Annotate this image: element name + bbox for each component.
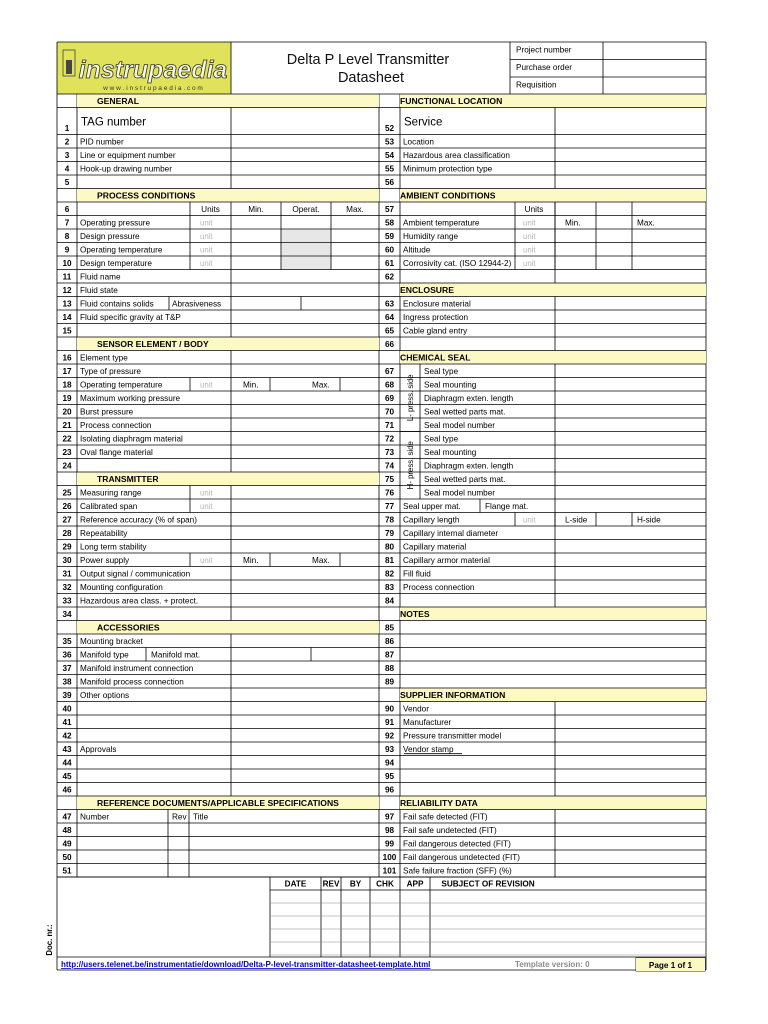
row-number: 100 (382, 852, 397, 862)
row-label: Hook-up drawing number (80, 164, 172, 174)
manifold-mat-label: Manifold mat. (151, 650, 201, 660)
revision-subject-header: SUBJECT OF REVISION (441, 879, 535, 889)
row-number: 79 (384, 528, 395, 538)
row-label: Diaphragm exten. length (424, 393, 514, 403)
unit-placeholder: unit (523, 258, 536, 268)
row-number: 60 (384, 245, 395, 255)
row-number: 95 (384, 771, 395, 781)
row-label: Ingress protection (403, 312, 469, 322)
row-number: 29 (62, 542, 72, 552)
col-operat: Operat. (292, 205, 320, 214)
row-number: 41 (62, 717, 72, 727)
row-number: 1 (64, 123, 70, 133)
row-label: Cable gland entry (403, 326, 468, 336)
revision-date-header: DATE (284, 879, 307, 889)
row-number: 39 (62, 690, 72, 700)
row-label: Fail safe undetected (FIT) (403, 825, 497, 835)
row-label: Seal mounting (424, 447, 477, 457)
row-number: 22 (62, 434, 72, 444)
sheet-title: Delta P Level Transmitter (286, 52, 450, 68)
row-number: 48 (62, 825, 72, 835)
capillary-hside: H-side (637, 515, 661, 525)
row-number: 37 (62, 663, 72, 673)
row-label: Pressure transmitter model (403, 731, 502, 741)
row-label: Diaphragm exten. length (424, 461, 514, 471)
project-label: Purchase order (516, 63, 572, 72)
flange-mat-label: Flange mat. (485, 501, 529, 511)
row-label: Enclosure material (403, 299, 471, 309)
row-number: 82 (384, 569, 395, 579)
row-number: 77 (384, 501, 395, 511)
row-number: 64 (384, 312, 395, 322)
row-label: Humidity range (403, 231, 459, 241)
project-label: Requisition (516, 80, 557, 90)
row-label: Approvals (80, 744, 117, 754)
row-label: Power supply (80, 555, 130, 565)
row-label: Maximum working pressure (80, 393, 181, 403)
ref-title-label: Title (193, 812, 209, 822)
row-number: 14 (62, 312, 72, 322)
temp-max-label: Max. (312, 380, 330, 390)
row-number: 7 (64, 218, 70, 228)
row-number: 90 (384, 704, 395, 714)
row-label: Capillary length (403, 515, 460, 525)
unit-placeholder: unit (523, 515, 536, 525)
row-label: Altitude (403, 245, 431, 255)
row-number: 52 (384, 123, 395, 133)
row-label: Manufacturer (403, 717, 452, 727)
row-label: Seal wetted parts mat. (424, 474, 506, 484)
row-label: Fail dangerous undetected (FIT) (403, 852, 520, 862)
row-label: Process connection (403, 582, 475, 592)
row-label: Burst pressure (80, 407, 134, 417)
unit-placeholder: unit (523, 231, 536, 241)
row-number: 18 (62, 380, 72, 390)
row-number: 11 (62, 272, 72, 282)
row-number: 83 (384, 582, 395, 592)
row-label: Output signal / communication (80, 569, 191, 579)
row-label: Design temperature (80, 258, 152, 268)
section-header-accessories: ACCESSORIES (97, 622, 160, 633)
row-number: 8 (64, 231, 70, 241)
section-header-chemical-seal: CHEMICAL SEAL (400, 352, 471, 363)
row-label: Manifold instrument connection (80, 663, 194, 673)
row-label: Seal model number (424, 488, 495, 498)
row-label: Fail dangerous detected (FIT) (403, 839, 511, 849)
row-label-1: TAG number (81, 116, 146, 129)
row-number: 89 (384, 677, 395, 687)
row-label: Long term stability (80, 542, 147, 552)
row-label: Fail safe detected (FIT) (403, 812, 488, 822)
row-label: Reference accuracy (% of span) (80, 515, 197, 525)
row-label: Seal type (424, 434, 459, 444)
row-number: 20 (62, 407, 72, 417)
form-text (45, 46, 693, 971)
row-label: Operating temperature (80, 245, 163, 255)
row-number: 59 (384, 231, 395, 241)
row-label: Repeatability (80, 528, 128, 538)
unit-placeholder: unit (200, 218, 213, 228)
section-header-reference-documents: REFERENCE DOCUMENTS/APPLICABLE SPECIFICATIONS (97, 798, 339, 808)
row-number: 35 (62, 636, 72, 646)
row-number: 97 (384, 812, 395, 822)
row-number: 87 (384, 650, 395, 660)
revision-rev-header: REV (322, 879, 340, 889)
unit-placeholder: unit (200, 555, 213, 565)
col-max: Max. (346, 205, 364, 214)
row-number: 4 (64, 164, 70, 174)
row-number: 94 (384, 758, 395, 768)
ambient-min: Min. (565, 218, 581, 228)
section-header-process-conditions: PROCESS CONDITIONS (97, 190, 196, 201)
row-label: Mounting bracket (80, 636, 143, 646)
row-label: Seal mounting (424, 380, 477, 390)
grey-cell (282, 243, 331, 256)
row-label: PID number (80, 137, 124, 147)
row-label: Fluid name (80, 272, 121, 282)
row-number: 88 (384, 663, 395, 673)
section-header-general: GENERAL (97, 96, 140, 106)
row-number: 33 (62, 596, 72, 606)
row-label: Design pressure (80, 231, 140, 241)
row-number: 5 (64, 177, 70, 187)
row-number: 23 (62, 447, 72, 457)
section-header-reliability-data: RELIABILITY DATA (400, 798, 478, 808)
row-number: 13 (62, 299, 72, 309)
row-number: 93 (384, 744, 395, 754)
power-min-label: Min. (243, 555, 259, 565)
row-number: 55 (384, 164, 395, 174)
row-number: 91 (384, 717, 395, 727)
capillary-lside: L-side (565, 515, 588, 525)
row-label: Location (403, 137, 434, 147)
project-label: Project number (516, 45, 572, 55)
row-label: Vendor stamp (403, 744, 454, 754)
row-label: Hazardous area class. + protect. (80, 596, 199, 606)
row-label: Mounting configuration (80, 582, 163, 592)
row-number: 67 (384, 366, 395, 376)
revision-by-header: BY (349, 879, 362, 889)
row-number: 53 (384, 137, 395, 147)
revision-chk-header: CHK (376, 879, 394, 889)
row-number: 31 (62, 569, 72, 579)
row-number: 42 (62, 731, 72, 741)
row-number: 69 (384, 393, 395, 403)
row-number: 44 (62, 758, 72, 768)
row-number: 73 (384, 447, 395, 457)
row-label: Operating temperature (80, 380, 163, 390)
row-number: 12 (62, 285, 72, 295)
row-number: 51 (62, 866, 72, 876)
page-indicator: Page 1 of 1 (648, 961, 693, 970)
row-label: Corrosivity cat. (ISO 12944-2) (403, 258, 512, 268)
row-label: Process connection (80, 420, 152, 430)
row-number: 65 (384, 326, 395, 336)
unit-placeholder: unit (200, 380, 213, 390)
section-header-ambient-conditions: AMBIENT CONDITIONS (400, 190, 496, 201)
row-label: Measuring range (80, 488, 142, 498)
row-number: 76 (384, 488, 395, 498)
power-max-label: Max. (312, 555, 330, 565)
row-label: Seal model number (424, 420, 495, 430)
ambient-max: Max. (637, 218, 655, 228)
abrasiveness-label: Abrasiveness (172, 299, 222, 309)
footer-link[interactable]: http://users.telenet.be/instrumentatie/download/Delta-P-level-transmitter-datasheet-template.html (61, 960, 431, 969)
row-number: 6 (64, 204, 70, 214)
row-label: Seal upper mat. (403, 501, 461, 511)
row-number: 24 (62, 461, 72, 471)
row-label: Fluid specific gravity at T&P (80, 312, 181, 322)
row-number: 10 (62, 258, 72, 268)
row-number: 15 (62, 326, 72, 336)
row-number: 85 (384, 623, 395, 633)
section-header-transmitter: TRANSMITTER (97, 474, 159, 484)
row-number: 36 (62, 650, 72, 660)
row-label: Ambient temperature (403, 218, 480, 228)
row-number: 66 (384, 339, 395, 349)
row-label: Hazardous area classification (403, 150, 510, 160)
row-number: 84 (384, 596, 395, 606)
section-header-enclosure: ENCLOSURE (400, 285, 454, 295)
section-header-notes: NOTES (400, 609, 430, 619)
col-min: Min. (248, 205, 264, 214)
unit-placeholder: unit (200, 245, 213, 255)
row-number: 78 (384, 515, 395, 525)
row-number: 17 (62, 366, 72, 376)
col-units: Units (201, 205, 220, 214)
row-label: Line or equipment number (80, 150, 176, 160)
row-number: 63 (384, 299, 395, 309)
row-number: 26 (62, 501, 72, 511)
row-label: Safe failure fraction (SFF) (%) (403, 866, 512, 876)
row-label: Fluid contains solids (80, 299, 154, 309)
row-number: 70 (384, 407, 395, 417)
row-label: Other options (80, 690, 130, 700)
section-header-functional-location: FUNCTIONAL LOCATION (400, 96, 503, 106)
row-label: Capillary armor material (403, 555, 490, 565)
row-label: Element type (80, 353, 128, 363)
doc-number-label: Doc. nr.: (45, 924, 54, 956)
row-label: Manifold process connection (80, 677, 184, 687)
section-header-sensor-element: SENSOR ELEMENT / BODY (97, 339, 209, 349)
row-number: 38 (62, 677, 72, 687)
row-label: Operating pressure (80, 218, 151, 228)
row-number: 28 (62, 528, 72, 538)
unit-placeholder: unit (200, 258, 213, 268)
row-number: 2 (64, 137, 70, 147)
unit-placeholder: unit (523, 218, 536, 228)
row-number: 86 (384, 636, 395, 646)
row-number: 58 (384, 218, 395, 228)
row-label-52: Service (404, 116, 443, 129)
row-number: 74 (384, 461, 395, 471)
row-label: Oval flange material (80, 447, 153, 457)
row-number: 16 (62, 353, 72, 363)
row-number: 9 (64, 245, 70, 255)
section-header-supplier-information: SUPPLIER INFORMATION (400, 690, 506, 700)
row-number: 92 (384, 731, 395, 741)
logo-text: instrupaedia (78, 56, 228, 84)
row-number: 45 (62, 771, 72, 781)
row-number: 71 (384, 420, 395, 430)
row-number: 49 (62, 839, 72, 849)
form-grid (57, 42, 706, 971)
row-number: 96 (384, 785, 395, 795)
l-press-side-label: L- press. side (406, 374, 415, 422)
row-number: 34 (62, 609, 72, 619)
row-label: Fluid state (80, 285, 118, 295)
row-label: Capillary material (403, 542, 467, 552)
row-label: Manifold type (80, 650, 129, 660)
row-label: Seal wetted parts mat. (424, 407, 506, 417)
row-number: 62 (384, 272, 395, 282)
section-header-bg (400, 608, 706, 621)
row-number: 99 (384, 839, 395, 849)
row-number: 56 (384, 177, 395, 187)
row-label: Number (80, 812, 110, 822)
row-number: 3 (64, 150, 70, 160)
grey-cell (282, 257, 331, 270)
grey-cell (282, 230, 331, 243)
row-number: 75 (384, 474, 395, 484)
row-label: Capillary internal diameter (403, 528, 499, 538)
row-number: 98 (384, 825, 395, 835)
row-number: 80 (384, 542, 395, 552)
row-label: Isolating diaphragm material (80, 434, 183, 444)
template-version: Template version: 0 (515, 960, 590, 969)
row-number: 72 (384, 434, 395, 444)
row-number: 32 (62, 582, 72, 592)
row-number: 25 (62, 488, 72, 498)
row-number: 50 (62, 852, 72, 862)
unit-placeholder: unit (200, 488, 213, 498)
row-label: Fill fluid (403, 569, 431, 579)
row-number: 47 (62, 812, 72, 822)
row-label: Vendor (403, 704, 429, 714)
unit-placeholder: unit (523, 245, 536, 255)
ambient-units: Units (524, 205, 544, 214)
row-number: 57 (384, 204, 395, 214)
row-number: 43 (62, 744, 72, 754)
temp-min-label: Min. (243, 380, 259, 390)
revision-app-header: APP (406, 879, 424, 889)
row-label: Calibrated span (80, 501, 138, 511)
row-number: 21 (62, 420, 72, 430)
sheet-header (57, 42, 449, 94)
row-number: 46 (62, 785, 72, 795)
row-number: 30 (62, 555, 72, 565)
sheet-subtitle: Datasheet (337, 70, 405, 86)
row-number: 81 (384, 555, 395, 565)
row-number: 54 (384, 150, 395, 160)
row-label: Minimum protection type (403, 164, 493, 174)
row-number: 40 (62, 704, 72, 714)
row-label: Seal type (424, 366, 459, 376)
unit-placeholder: unit (200, 501, 213, 511)
row-label: Type of pressure (80, 366, 141, 376)
row-number: 101 (382, 866, 397, 876)
logo-url: w w w . i n s t r u p a e d i a . c o m (103, 85, 203, 92)
ref-rev-label: Rev (172, 812, 187, 822)
unit-placeholder: unit (200, 231, 213, 241)
row-number: 19 (62, 393, 72, 403)
row-number: 68 (384, 380, 395, 390)
row-number: 61 (384, 258, 395, 268)
h-press-side-label: H- press. side (406, 441, 415, 490)
row-number: 27 (62, 515, 72, 525)
